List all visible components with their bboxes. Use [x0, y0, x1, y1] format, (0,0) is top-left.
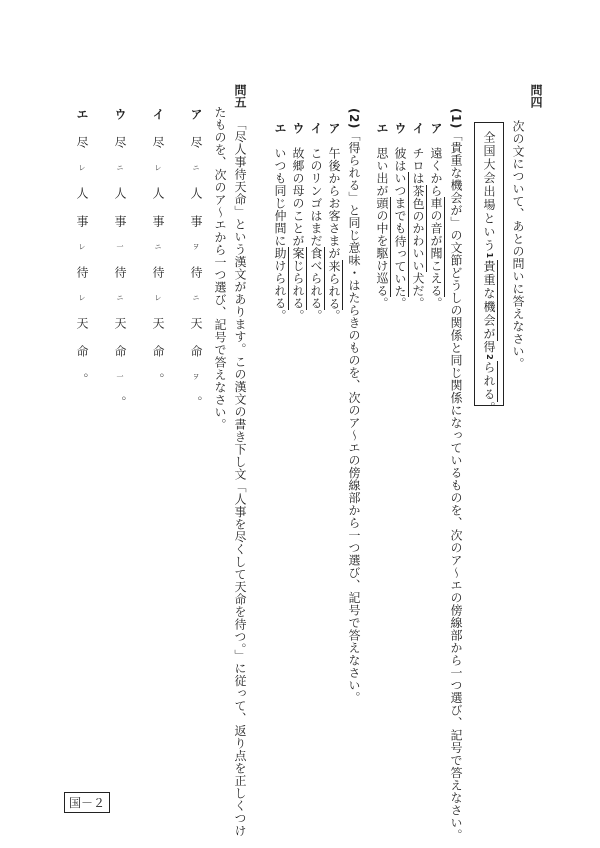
example-sentence: 全国大会出場という1貴重な機会が得2られる。: [482, 131, 496, 416]
question-5-line-1: 「尽人事待天命」という漢文があります。この漢文の書き下し文「人事を尽くして天命を待つ。」に従って、返り点を正しくつけ: [233, 118, 247, 837]
question-5-label: 問五: [233, 84, 247, 108]
option-5-e: エ尽レ人事レ待レ天命。: [75, 108, 89, 401]
example-sentence-box: [474, 122, 504, 416]
subquestion-2-text: [346, 108, 362, 704]
option-2-i: イ このリンゴはまだ食べられる。: [309, 122, 323, 322]
subquestion-1-body: 「貴重な機会が」の文節どうしの関係と同じ関係になっているものを、次のア～エの傍線部から一つ選び、記号で答えなさい。: [449, 128, 463, 842]
option-1-e: エ 思い出が頭の中を駆け巡る。: [375, 122, 389, 310]
question-5-line-2: たものを、次のア～エから一つ選び、記号で答えなさい。: [213, 106, 227, 431]
option-2-a: ア 午後からお客さまが来られる。: [327, 122, 341, 322]
option-2-u: ウ 故郷の母のことが案じられる。: [291, 122, 305, 322]
option-5-a: ア尽ニ人事ヲ待ニ天命ヲ。: [189, 108, 203, 424]
option-5-i: イ尽レ人事ニ待レ天命。: [151, 108, 165, 401]
subquestion-1-mark: (1): [449, 108, 463, 129]
question-4-label: 問四: [529, 84, 543, 108]
subquestion-1-text: [448, 108, 464, 841]
option-1-a: ア 遠くから車の音が聞こえる。: [429, 122, 443, 310]
subquestion-2-body: 「得られる」と同じ意味・はたらきのものを、次のア～エの傍線部から一つ選び、記号で答えなさい。: [347, 128, 361, 704]
option-5-u: ウ尽ニ人事一待ニ天命一。: [113, 108, 127, 424]
page-number: 国－２: [64, 792, 110, 813]
question-4-instruction: 次の文について、あとの問いに答えなさい。: [511, 120, 525, 370]
option-2-e: エ いつも同じ仲間に助けられる。: [273, 122, 287, 322]
subquestion-2-mark: (2): [347, 108, 361, 129]
option-1-u: ウ 彼はいつまでも待っていた。: [393, 122, 407, 310]
option-1-i: イ チロは茶色のかわいい犬だ。: [411, 122, 425, 310]
